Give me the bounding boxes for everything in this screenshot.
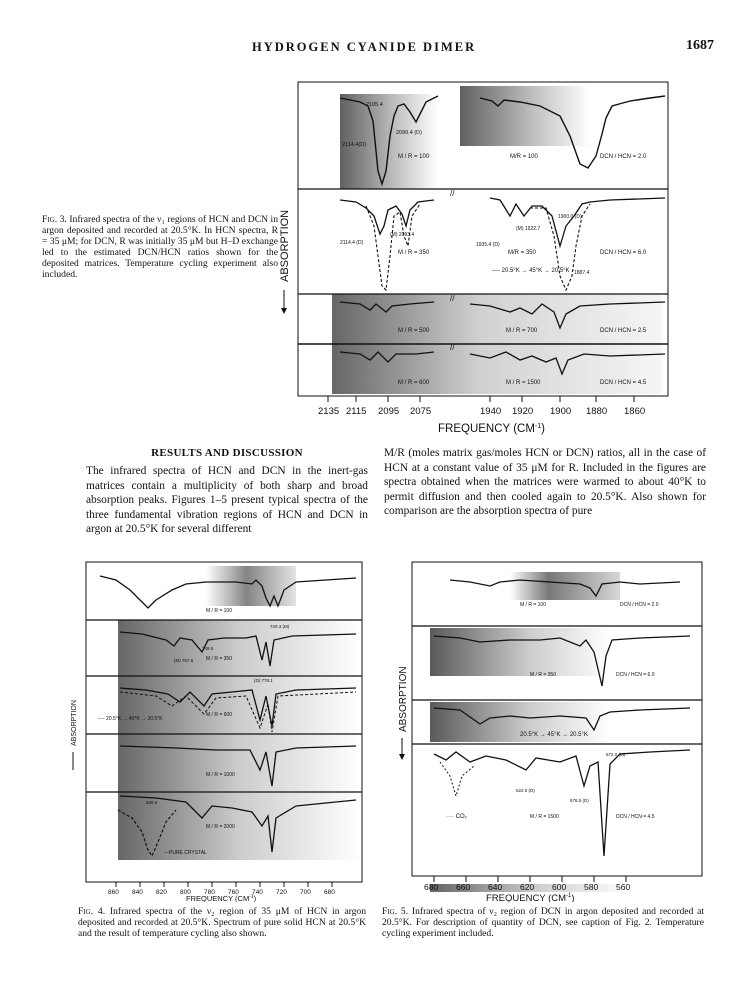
fig5-caption xyxy=(382,906,704,939)
fig3-t1-left: M / R = 100 xyxy=(398,154,430,160)
fig5-tick-6: 560 xyxy=(616,882,631,892)
fig5-ylabel: ABSORPTION xyxy=(398,666,409,732)
fig4-ann-4: 836.5 xyxy=(146,800,158,805)
fig4-xlabel: FREQUENCY $(CM^{-1})$ xyxy=(186,894,257,902)
fig4-tick-3: 800 xyxy=(180,889,191,896)
fig4-ann-3: (D) 778.1 xyxy=(254,678,273,683)
page-number: 1687 xyxy=(686,38,714,53)
body-right-column: M/R (moles matrix gas/moles HCN or DCN) ratios, all in the case of HCN at a constant value of 35 μM for R. Included in the figures are spectra obtained when the matrices were warmed to about 40°K to permit diffusion and then cooled again to 20.5°K. Also shown for comparison are the absorption spectra of pure xyxy=(384,447,706,518)
fig3-break-1: // xyxy=(450,189,455,198)
fig5-caption-text: Infrared spectra of ν₂ region of DCN in argon deposited and recorded at 20.5°K. For description of quantity of DCN, see caption of Fig. 2. Temperature cycling experiment included. xyxy=(382,906,705,939)
fig5-t2-label: M / R = 350 xyxy=(530,672,556,678)
fig4-label-3: M / R = 600 xyxy=(206,712,232,718)
fig3-ylabel: ABSORPTION xyxy=(279,209,291,282)
fig3-t2-right: M/R = 350 xyxy=(508,250,536,256)
fig3-ann-2: 2090.4 (D) xyxy=(396,130,422,136)
fig4-label-1: M / R = 100 xyxy=(206,608,232,614)
fig3-tick-1: 2115 xyxy=(346,406,367,417)
fig4-tick-0: 860 xyxy=(108,889,119,896)
fig3-ann-8: 1887.4 xyxy=(574,270,590,276)
fig5-ann-1: 622.0 (D) xyxy=(516,788,535,793)
fig3-ticks xyxy=(328,396,634,402)
fig3-break-3: // xyxy=(450,343,455,352)
fig3-caption-prefix: Fig. 3. xyxy=(42,214,67,225)
fig3-t1-ratio: DCN / HCN = 2.0 xyxy=(600,154,647,160)
fig3-tick-8: 1860 xyxy=(624,406,646,417)
fig5-ann-2: 578.5 (D) xyxy=(570,798,589,803)
fig5-tick-0: 680 xyxy=(424,882,439,892)
fig5-t1-ratio: DCN / HCN = 2.0 xyxy=(620,602,659,608)
fig4-tick-7: 720 xyxy=(276,889,287,896)
fig3-t4-right: M / R = 1500 xyxy=(506,380,541,386)
fig3-t3-left: M / R = 500 xyxy=(398,328,430,334)
figure-5 xyxy=(390,556,710,902)
fig5-t3-label: 20.5°K → 45°K → 20.5°K xyxy=(520,732,588,738)
fig5-tick-2: 640 xyxy=(488,882,503,892)
body-left-column: The infrared spectra of HCN and DCN in the inert-gas matrices contain a multiplicity of both sharp and broad absorption peaks. Figures 1–5 present typical spectra of the three fundamental vibration regions of HCN and DCN in argon at 20.5°K for several different xyxy=(86,465,368,536)
fig4-ann-2: 720.3 (M) xyxy=(270,624,290,629)
fig4-caption xyxy=(78,906,366,939)
fig5-tick-5: 580 xyxy=(584,882,599,892)
fig4-caption-text: Infrared spectra of the ν₂ region of 35 μM of HCN in argon deposited and recorded at 20.5°K. Spectrum of pure solid HCN at 20.5°K and the result of temperature cycling also shown. xyxy=(78,906,366,939)
fig4-tick-5: 760 xyxy=(228,889,239,896)
fig3-t3-right: M / R = 700 xyxy=(506,328,538,334)
fig5-tick-4: 600 xyxy=(552,882,567,892)
fig3-ann-4: (M) 2093.4 xyxy=(390,232,415,238)
fig4-cycle-label: ---- 20.5°K → 40°K → 20.5°K xyxy=(98,716,163,722)
fig4-ann-5: ---PURE CRYSTAL xyxy=(164,850,207,856)
fig3-ann-3: 2114.4 (D) xyxy=(340,240,364,246)
fig4-shade-top xyxy=(206,566,296,606)
fig3-t1-right: M/R = 100 xyxy=(510,154,538,160)
fig3-caption-text: Infrared spectra of the ν₁ regions of HCN and DCN in argon deposited and recorded at 20.5°K. In HCN spectra, R = 35 μM; for DCN, R was initially 35 μM but H–D exchange led to the estimated DCN/HCN ratios shown for the deposited matrices. Temperature cycling experiment also included. xyxy=(42,214,278,280)
fig3-ann-6: (M) 1922.7 xyxy=(516,226,541,232)
fig3-ann-7: 1900.0 (D) xyxy=(558,214,582,220)
fig3-break-2: // xyxy=(450,294,455,303)
fig3-tick-7: 1880 xyxy=(586,406,608,417)
fig5-ann-3: ···· CO₂ xyxy=(446,814,467,820)
fig3-t2-ratio: DCN / HCN = 6.0 xyxy=(600,250,647,256)
fig4-shade-main xyxy=(118,620,360,860)
fig5-t1-label: M / R = 100 xyxy=(520,602,546,608)
fig4-ann-1: 749.5 xyxy=(202,646,214,651)
fig3-t4-ratio: DCN / HCN = 4.5 xyxy=(600,380,647,386)
figure-3 xyxy=(270,76,680,436)
fig4-label-4: M / R = 1000 xyxy=(206,772,235,778)
fig3-tick-6: 1900 xyxy=(550,406,572,417)
fig5-t4-label: M / R = 1500 xyxy=(530,814,559,820)
fig4-tick-1: 840 xyxy=(132,889,143,896)
fig3-tick-3: 2075 xyxy=(410,406,432,417)
running-title: HYDROGEN CYANIDE DIMER xyxy=(252,40,477,54)
fig4-tick-9: 680 xyxy=(324,889,335,896)
fig4-ticks xyxy=(116,882,332,887)
fig5-tick-1: 660 xyxy=(456,882,471,892)
fig3-t4-left: M / R = 600 xyxy=(398,380,430,386)
fig5-shade-1 xyxy=(510,572,620,600)
fig3-ann-0: 2105.4 xyxy=(366,102,383,108)
fig5-t4-ratio: DCN / HCN = 4.5 xyxy=(616,814,655,820)
fig4-label-2: M / R = 350 xyxy=(206,656,232,662)
fig3-tick-4: 1940 xyxy=(480,406,502,417)
figure-4 xyxy=(56,556,368,902)
section-heading: RESULTS AND DISCUSSION xyxy=(151,447,303,459)
fig3-cycle-label: ---- 20.5°K → 45°K → 20.5°K xyxy=(492,268,570,274)
fig4-caption-prefix: Fig. 4. xyxy=(78,906,106,917)
fig5-xlabel: FREQUENCY $(CM^{-1})$ xyxy=(486,893,575,902)
fig5-t2-ratio: DCN / HCN = 6.0 xyxy=(616,672,655,678)
fig4-label-5: M / R = 2000 xyxy=(206,824,235,830)
fig5-caption-prefix: Fig. 5. xyxy=(382,906,409,917)
fig3-tick-2: 2095 xyxy=(378,406,400,417)
fig4-tick-8: 700 xyxy=(300,889,311,896)
fig4-ylabel: ABSORPTION xyxy=(71,700,78,746)
fig4-tick-2: 820 xyxy=(156,889,167,896)
fig3-t2-left: M / R = 350 xyxy=(398,250,430,256)
fig4-tick-6: 740 xyxy=(252,889,263,896)
fig3-ylabel-arrowhead xyxy=(281,308,287,314)
fig4-tick-4: 780 xyxy=(204,889,215,896)
fig3-caption xyxy=(42,214,278,280)
fig3-tick-5: 1920 xyxy=(512,406,534,417)
fig5-shade-2 xyxy=(430,628,610,676)
fig3-ann-1: 2114.4(D) xyxy=(342,142,367,148)
fig5-ylabel-arrowhead xyxy=(399,754,405,760)
fig5-tick-3: 620 xyxy=(520,882,535,892)
fig4-ann-0: (M) 767.5 xyxy=(174,658,194,663)
fig3-tick-0: 2135 xyxy=(318,406,340,417)
fig3-ann-5: 1935.4 (D) xyxy=(476,242,500,248)
fig3-xlabel: FREQUENCY $(CM^{-1})$ xyxy=(438,423,545,435)
fig3-t3-ratio: DCN / HCN = 2.5 xyxy=(600,328,647,334)
fig5-ann-0: 572.0 (M) xyxy=(606,752,626,757)
